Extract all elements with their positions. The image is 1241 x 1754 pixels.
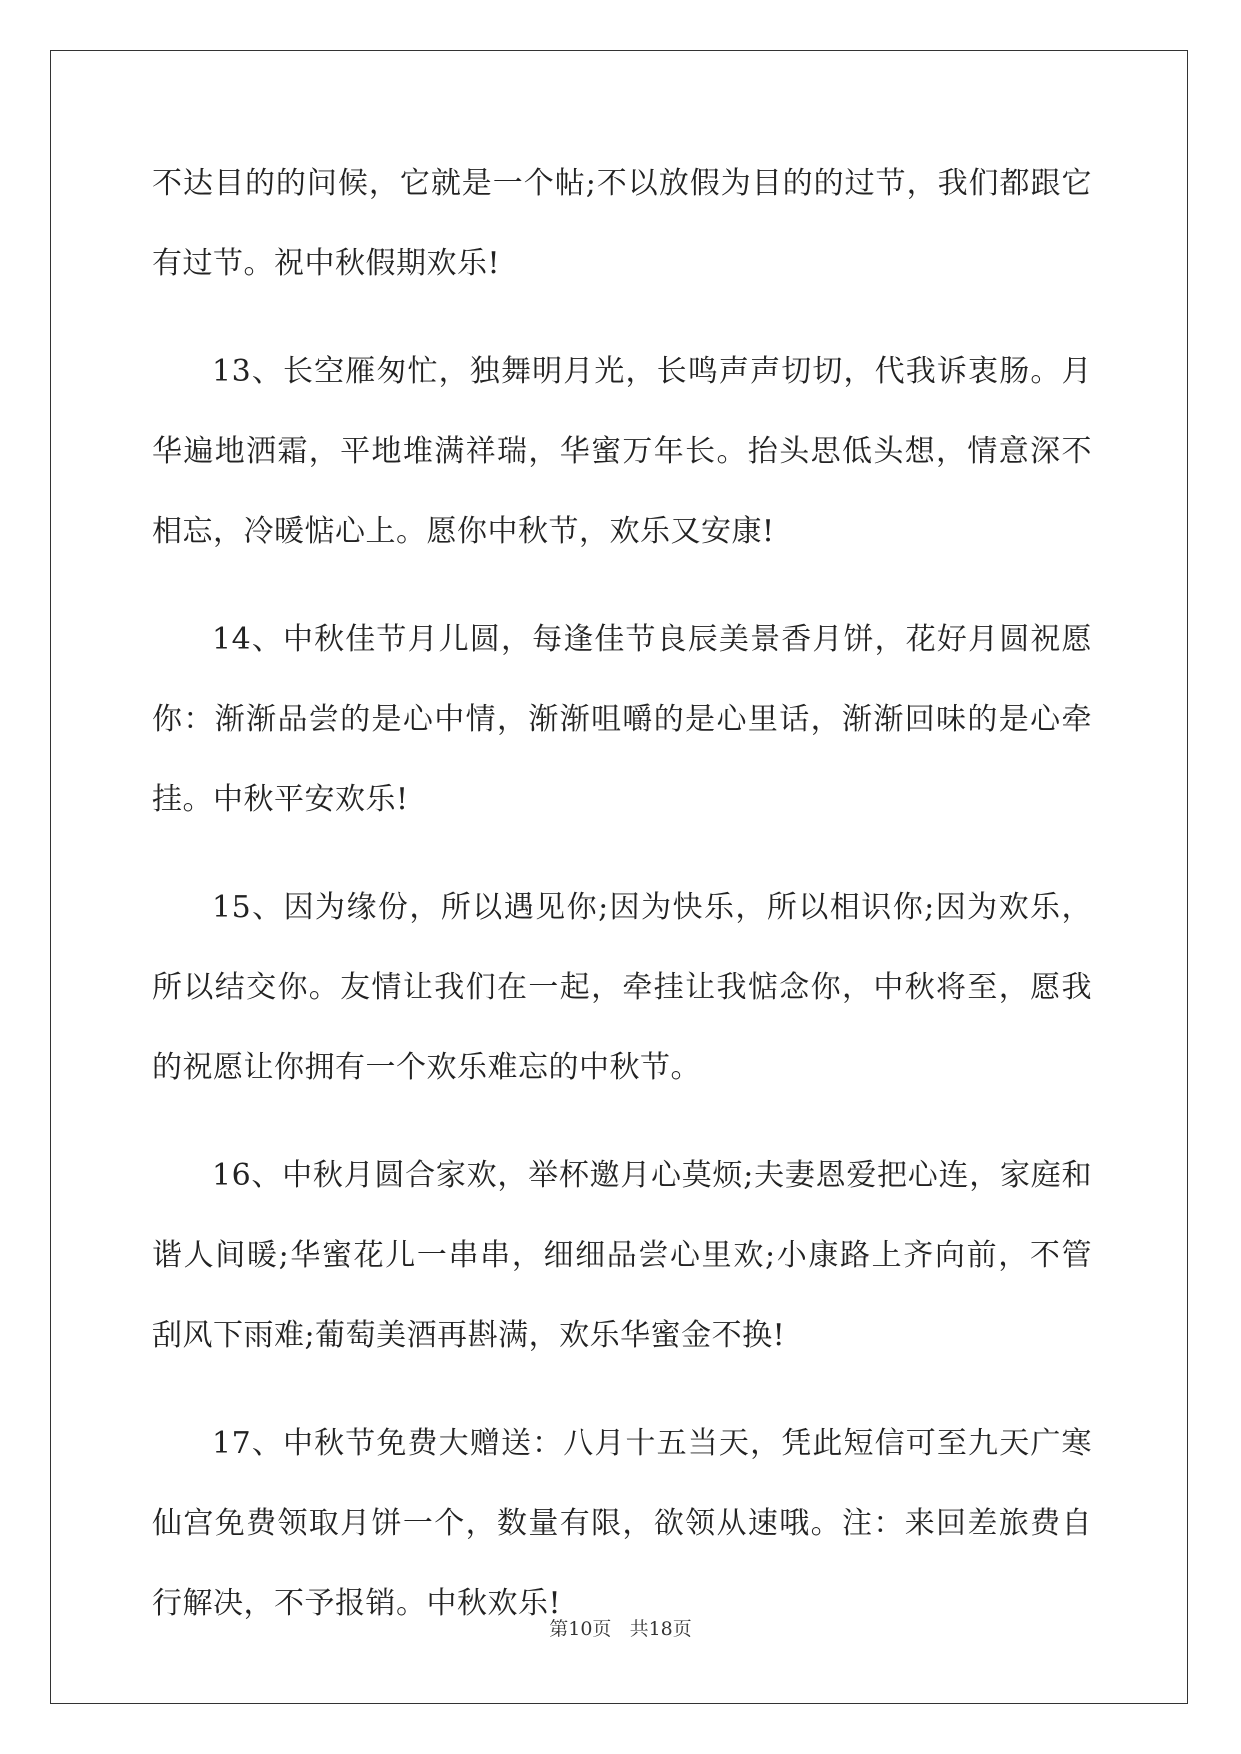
text-line: 有过节。祝中秋假期欢乐! xyxy=(152,246,501,281)
text-line: 仙宫免费领取月饼一个，数量有限，欲领从速哦。注：来回差旅费自 xyxy=(152,1506,1092,1541)
text-line: 华遍地洒霜，平地堆满祥瑞，华蜜万年长。抬头思低头想，情意深不 xyxy=(152,434,1092,469)
text-line: 不达目的的问候，它就是一个帖;不以放假为目的的过节，我们都跟它 xyxy=(152,166,1092,201)
text-line: 15、因为缘份，所以遇见你;因为快乐，所以相识你;因为欢乐， xyxy=(212,890,1092,925)
page-number: 第10页 xyxy=(549,1618,612,1640)
page-footer xyxy=(0,1614,1241,1641)
paragraph-15 xyxy=(152,868,1092,1108)
document-body xyxy=(152,144,1092,1672)
paragraph-13 xyxy=(152,332,1092,572)
text-line: 你：渐渐品尝的是心中情，渐渐咀嚼的是心里话，渐渐回味的是心牵 xyxy=(152,702,1092,737)
paragraph-16 xyxy=(152,1136,1092,1376)
text-line: 的祝愿让你拥有一个欢乐难忘的中秋节。 xyxy=(152,1050,701,1085)
text-line: 16、中秋月圆合家欢，举杯邀月心莫烦;夫妻恩爱把心连，家庭和 xyxy=(212,1158,1092,1193)
page-total: 共18页 xyxy=(629,1618,692,1640)
text-line: 13、长空雁匆忙，独舞明月光，长鸣声声切切，代我诉衷肠。月 xyxy=(212,354,1092,389)
paragraph-14 xyxy=(152,600,1092,840)
text-line: 14、中秋佳节月儿圆，每逢佳节良辰美景香月饼，花好月圆祝愿 xyxy=(212,622,1092,657)
text-line: 谐人间暖;华蜜花儿一串串，细细品尝心里欢;小康路上齐向前，不管 xyxy=(152,1238,1092,1273)
text-line: 刮风下雨难;葡萄美酒再斟满，欢乐华蜜金不换! xyxy=(152,1318,786,1353)
paragraph-17 xyxy=(152,1404,1092,1644)
text-line: 行解决，不予报销。中秋欢乐! xyxy=(152,1586,562,1621)
text-line: 挂。中秋平安欢乐! xyxy=(152,782,409,817)
text-line: 17、中秋节免费大赠送：八月十五当天，凭此短信可至九天广寒 xyxy=(212,1426,1092,1461)
text-line: 所以结交你。友情让我们在一起，牵挂让我惦念你，中秋将至，愿我 xyxy=(152,970,1092,1005)
paragraph-continuation xyxy=(152,144,1092,304)
text-line: 相忘，冷暖惦心上。愿你中秋节，欢乐又安康! xyxy=(152,514,775,549)
